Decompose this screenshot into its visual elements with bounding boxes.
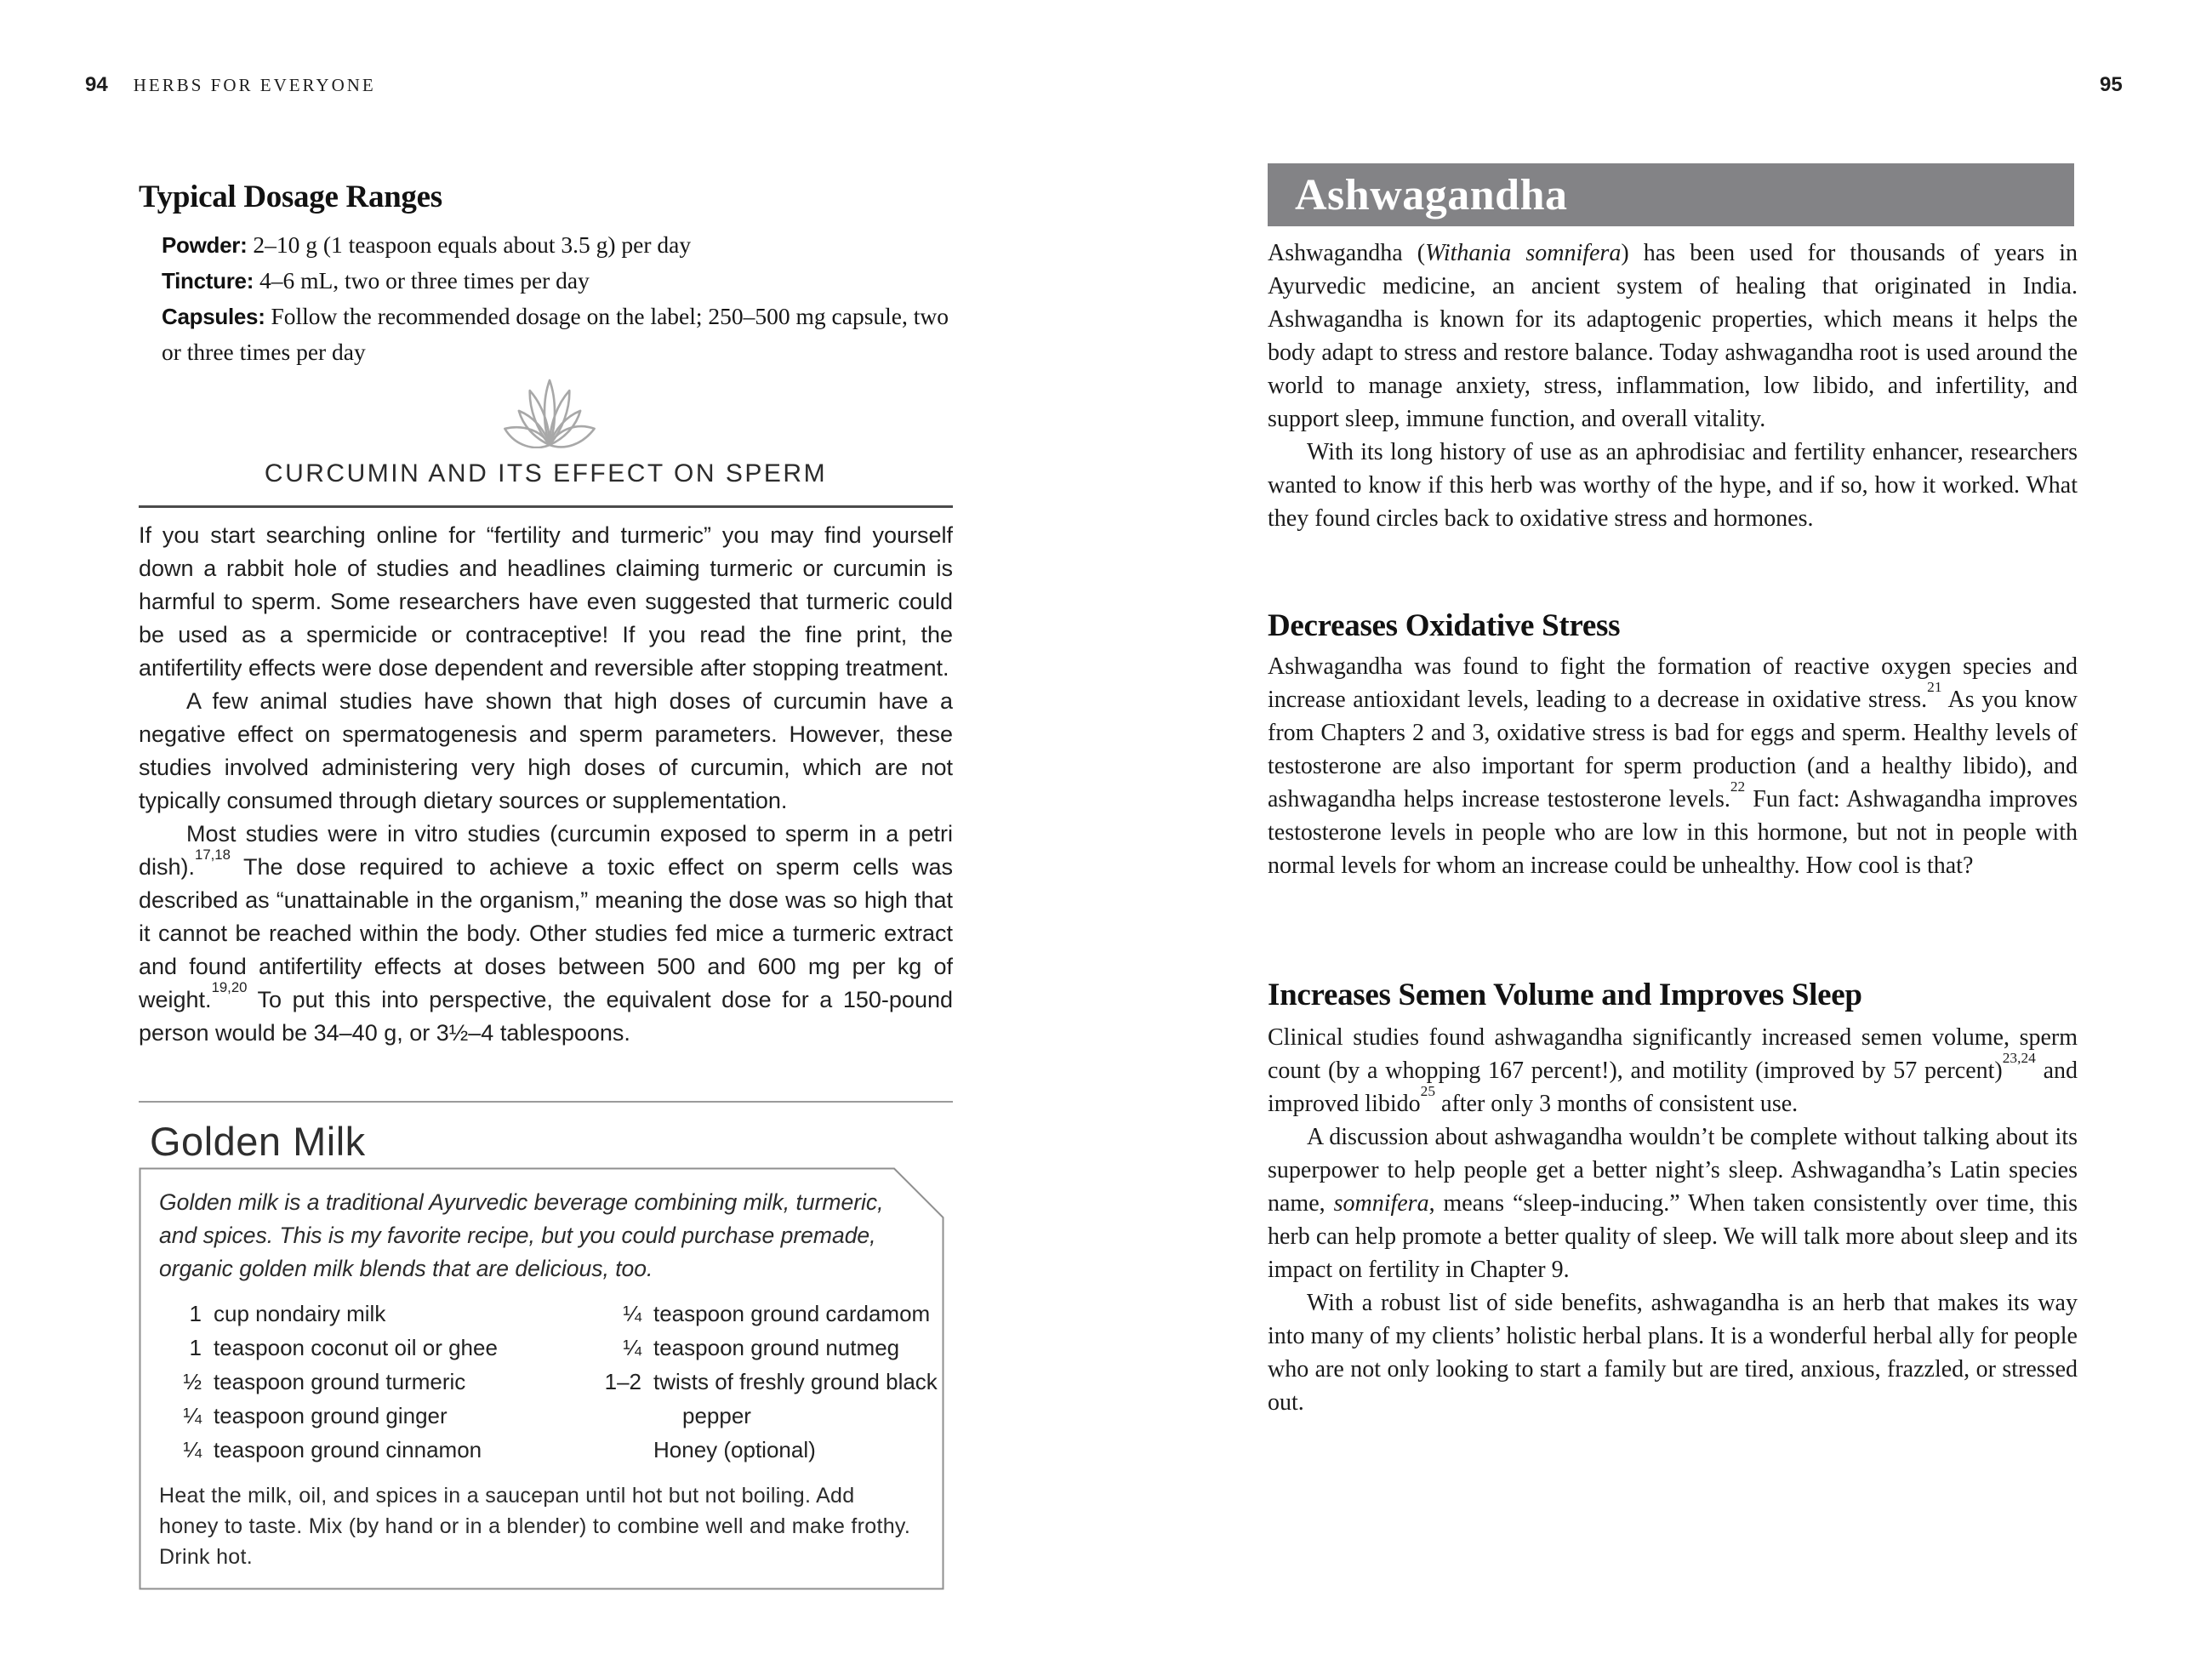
page-number-right: 95	[2100, 73, 2123, 96]
ingredient-name: teaspoon ground cardamom	[653, 1301, 931, 1326]
sidebar-body	[139, 519, 953, 1050]
recipe-box	[139, 1167, 944, 1590]
sidebar-title: CURCUMIN AND ITS EFFECT ON SPERM	[264, 459, 828, 487]
ingredient-qty: 1	[189, 1335, 202, 1360]
dosage-item	[162, 299, 953, 369]
dosage-item	[162, 227, 953, 263]
dosage-label: Tincture:	[162, 268, 254, 294]
chapter-intro	[1268, 237, 2078, 535]
chapter-banner	[1268, 163, 2074, 226]
running-title: HERBS FOR EVERYONE	[133, 75, 376, 95]
recipe-title: Golden Milk	[150, 1119, 366, 1164]
ingredient-qty: 1–2	[604, 1369, 641, 1394]
ingredient-qty: ¼	[623, 1335, 641, 1360]
ingredient-qty: ¼	[183, 1403, 202, 1428]
ingredient-name: teaspoon ground ginger	[214, 1403, 448, 1428]
ingredient-row	[602, 1433, 963, 1467]
dosage-item	[162, 263, 953, 299]
sidebar-paragraph: If you start searching online for “fertility and turmeric” you may find yourself down a rabbit hole of studies and headlines claiming turmeric or curcumin is harmful to sperm. Some researchers have even suggested that turmeric could be used as a spermicide or contraceptive! If you read the fine print, the antifertility effects were dose dependent and reversible after stopping treatment.	[139, 522, 953, 681]
dosage-text: 4–6 mL, two or three times per day	[254, 267, 590, 294]
intro-paragraph: With its long history of use as an aphrodisiac and fertility enhancer, researchers wanted to know if this herb was worthy of the hype, and if so, how it worked. What they found circles back to oxidative stress and hormones.	[1268, 439, 2078, 532]
ingredient-qty: ½	[183, 1369, 202, 1394]
ingredient-qty: 1	[189, 1301, 202, 1326]
ingredient-name: teaspoon ground turmeric	[214, 1369, 466, 1394]
dosage-list	[139, 227, 953, 369]
ingredient-row	[602, 1297, 963, 1331]
recipe-intro: Golden milk is a traditional Ayurvedic beverage combining milk, turmeric, and spices. This is my favorite recipe, but you could purchase premade, organic golden milk blends that are delicious, too.	[159, 1189, 884, 1281]
section-heading: Increases Semen Volume and Improves Sleep	[1268, 978, 1862, 1012]
chapter-title: Ashwagandha	[1295, 170, 1568, 219]
intro-paragraph: Ashwagandha (Withania somnifera) has been used for thousands of years in Ayurvedic medicine, an ancient system of healing that originated in India. Ashwagandha is known for its adaptogenic properties, which means it helps the body adapt to stress and restore balance. Today ashwagandha root is used around the world to manage anxiety, stress, inflammation, low libido, and infertility, and support sleep, immune function, and overall vitality.	[1268, 240, 2078, 432]
dosage-text: Follow the recommended dosage on the label; 250–500 mg capsule, two or three times per day	[162, 303, 949, 365]
dosage-label: Capsules:	[162, 304, 265, 329]
ingredient-name: teaspoon ground cinnamon	[214, 1437, 482, 1462]
sidebar-rule-bottom	[139, 1101, 953, 1103]
ingredient-qty: ¼	[623, 1301, 641, 1326]
ingredient-row	[162, 1365, 608, 1399]
running-header-left	[85, 73, 376, 97]
ingredient-column-right	[602, 1297, 963, 1467]
dosage-section	[139, 179, 953, 369]
ingredient-row	[162, 1331, 608, 1365]
section-heading: Decreases Oxidative Stress	[1268, 608, 1621, 643]
section-paragraph: Ashwagandha was found to fight the formation of reactive oxygen species and increase antioxidant levels, leading to a decrease in oxidative stress.$^{21}$ As you know from Chapters 2 and 3, oxidative stress is bad for eggs and sperm. Healthy levels of testosterone are also important for sperm production (and a healthy libido), and ashwagandha helps increase testosterone levels.$^{22}$ Fun fact: Ashwagandha improves testosterone levels in people who are low in this hormone, but not in people with normal levels for whom an increase could be unhealthy. How cool is that?	[1268, 653, 2078, 879]
sidebar-paragraph: Most studies were in vitro studies (curcumin exposed to sperm in a petri dish).$^{17,18}$ The dose required to achieve a toxic effect on sperm cells was described as “unattainable in the organism,” meaning the dose was so high that it cannot be reached within the body. Other studies fed mice a turmeric extract and found antifertility effects at doses between 500 and 600 mg per kg of weight.$^{19,20}$ To put this into perspective, the equivalent dose for a 150-pound person would be 34–40 g, or 3½–4 tablespoons.	[139, 821, 953, 1046]
ingredient-qty: ¼	[183, 1437, 202, 1462]
ingredient-row	[602, 1331, 963, 1365]
sidebar-rule-top	[139, 505, 953, 508]
ingredient-row	[162, 1297, 608, 1331]
ingredient-row	[162, 1433, 608, 1467]
dosage-text: 2–10 g (1 teaspoon equals about 3.5 g) per day	[247, 231, 692, 258]
ingredient-qty	[602, 1433, 641, 1467]
dosage-title: Typical Dosage Ranges	[139, 180, 442, 214]
ingredient-name: teaspoon coconut oil or ghee	[214, 1335, 498, 1360]
ingredient-row	[602, 1365, 963, 1433]
section-paragraph: Clinical studies found ashwagandha significantly increased semen volume, sperm count (by a whopping 167 percent!), and motility (improved by 57 percent)$^{23,24}$ and improved libido$^{25}$ after only 3 months of consistent use.	[1268, 1024, 2078, 1117]
ingredient-name: cup nondairy milk	[214, 1301, 386, 1326]
ingredient-row	[162, 1399, 608, 1433]
ingredient-name: Honey (optional)	[653, 1437, 816, 1462]
lotus-icon	[486, 377, 613, 448]
ingredient-column-left	[162, 1297, 608, 1467]
ingredient-name: teaspoon ground nutmeg	[653, 1335, 900, 1360]
sidebar-paragraph: A few animal studies have shown that high doses of curcumin have a negative effect on spermatogenesis and sperm parameters. However, these studies involved administering very high doses of curcumin, which are not typically consumed through dietary sources or supplementation.	[139, 688, 953, 813]
section-body	[1268, 650, 2078, 882]
section-body	[1268, 1021, 2078, 1419]
section-paragraph: A discussion about ashwagandha wouldn’t be complete without talking about its superpower to help people get a better night’s sleep. Ashwagandha’s Latin species name, somnifera, means “sleep-inducing.” When taken consistently over time, this herb can help promote a better quality of sleep. We will talk more about sleep and its impact on fertility in Chapter 9.	[1268, 1124, 2078, 1283]
dosage-label: Powder:	[162, 232, 248, 258]
section-paragraph: With a robust list of side benefits, ashwagandha is an herb that makes its way into many of my clients’ holistic herbal plans. It is a wonderful herbal ally for people who are not only looking to start a family but are tired, anxious, frazzled, or stressed out.	[1268, 1290, 2078, 1416]
ingredient-name: twists of freshly ground black pepper	[653, 1369, 938, 1428]
page-number-left: 94	[85, 73, 108, 96]
recipe-instructions: Heat the milk, oil, and spices in a saucepan until hot but not boiling. Add honey to taste. Mix (by hand or in a blender) to combine well and make frothy. Drink hot.	[159, 1484, 911, 1569]
